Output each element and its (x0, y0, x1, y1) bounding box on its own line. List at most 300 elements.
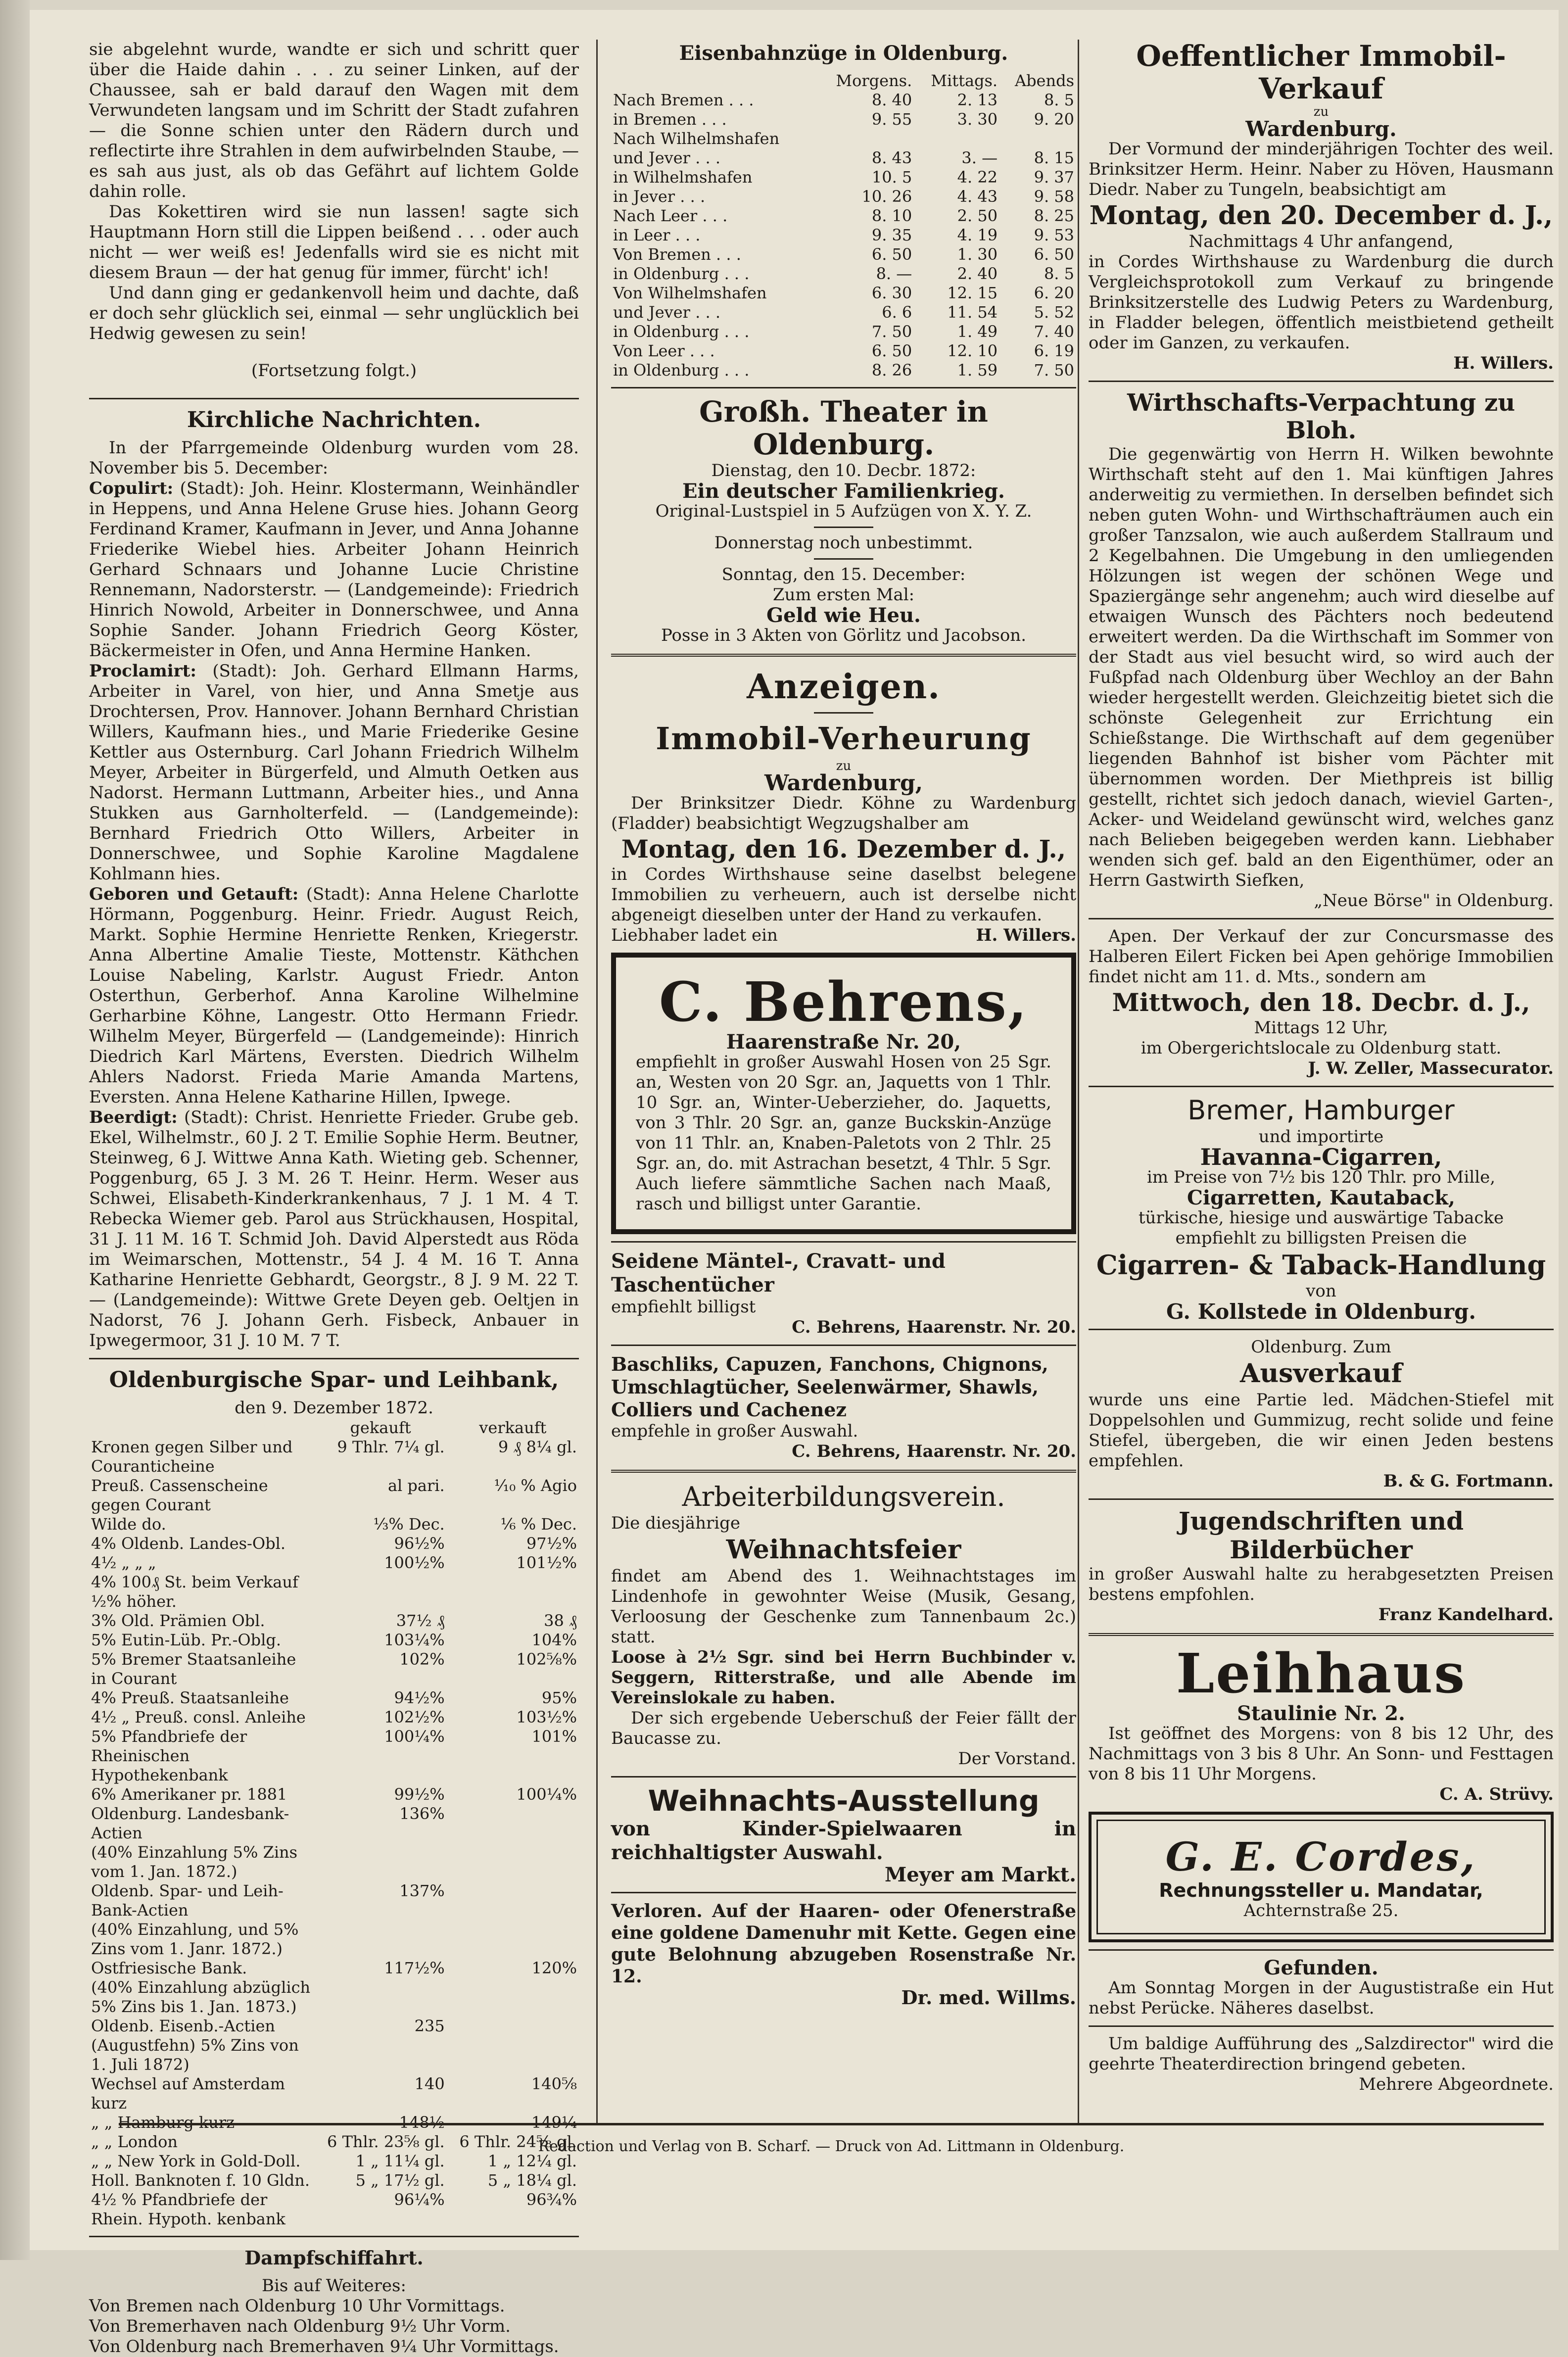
train-row (611, 322, 1076, 341)
church-section (89, 661, 579, 884)
bank-rate-row (89, 1785, 579, 1804)
pawnshop-signature: C. A. Strüvy. (1439, 1784, 1554, 1804)
bank-rate-label: (40% Einzahlung, und 5% Zins vom 1. Janr. 1872.) (91, 1920, 299, 1958)
bank-rate-label: 4% Preuß. Staatsanleihe (91, 1688, 289, 1707)
train-route: Nach Leer . . . (613, 206, 728, 225)
train-time: 6. 50 (1034, 245, 1074, 264)
bank-rate-row (89, 1978, 579, 2017)
theater-play: Ein deutscher Familienkrieg. (682, 480, 1005, 503)
train-time: 8. 25 (1034, 206, 1074, 225)
train-row (611, 91, 1076, 110)
train-route: Nach Wilhelmshafen (613, 129, 780, 148)
train-route: in Wilhelmshafen (613, 168, 753, 187)
bank-rate-label: Preuß. Cassenscheine gegen Courant (91, 1476, 268, 1514)
train-route: und Jever . . . (613, 303, 720, 322)
divider (89, 398, 579, 399)
bank-rate-value (447, 1843, 579, 1881)
church-section (89, 884, 579, 1107)
story-paragraph: Das Kokettiren wird sie nun lassen! sagte sich Hauptmann Horn still die Lippen beißend . . . oder auch nicht — wer weiß es! Jedenfalls wird sie es nicht mit diesem Braun — der hat genug für immer, fürcht' ich! (89, 202, 579, 283)
bank-rate-value: 235 (414, 2017, 445, 2035)
train-time: 9. 55 (871, 110, 912, 129)
train-time: 6. 50 (871, 245, 912, 264)
train-time: 7. 50 (871, 322, 912, 341)
theater-desc: Original-Lustspiel in 5 Aufzügen von X. Y. Z. (655, 501, 1032, 521)
bank-rate-value: 101½% (516, 1553, 577, 1572)
church-section-text: (Stadt): Anna Helene Charlotte Hörmann, Poggenburg. Heinr. Friedr. August Reich, Markt. Sophie Hermine Henriette Renken, Kriegerstr. Anna Albertine Amalie Tieste, Mottenstr. Käthchen Louise Nabeling, Karlstr. August Friedr. Anton Osterthun, Gerberhof. Anna Karoline Wilhelmine Gerharbine Köhne, Langestr. Otto Hermann Friedr. Wilhelm Meyer, Bürgerfeld — (Landgemeinde): Hinrich Diedrich Karl Märtens, Eversten. Diedrich Wilhelm Ahlers Nadorst. Frieda Marie Amanda Martens, Eversten. Anna Helene Katharine Hillen, Ipwege. (89, 884, 579, 1107)
bank-rate-value (447, 1573, 579, 1611)
church-section-text: (Stadt): Joh. Heinr. Klostermann, Weinhändler in Heppens, und Anna Helene Gruse hies. Johann Georg Ferdinand Kramer, Kaufmann in Jever, und Anna Johanne Friederike Wiebel hies. Arbeiter Johann Heinrich Gerhard Schnaars und Johanne Lucie Christine Rennemann, Nadorsterstr. — (Landgemeinde): Friedrich Hinrich Nowold, Arbeiter in Donnerschwee, und Anna Sophie Sander. Johann Friedrich Georg Köster, Bäckermeister in Ofen, und Anna Hermine Hanken. (89, 479, 579, 661)
theater-play: Geld wie Heu. (766, 604, 921, 627)
workers-club-title: Arbeiterbildungsverein. (682, 1481, 1005, 1512)
sale-text: Der Vormund der minderjährigen Tochter des weil. Brinksitzer Herm. Heinr. Naber zu Höven, Hausmann Diedr. Naber zu Tungeln, beabsichtigt am (1089, 139, 1554, 199)
bank-rate-value (314, 1573, 446, 1611)
bank-rate-label: Wechsel auf Amsterdam kurz (91, 2074, 285, 2113)
bank-rate-value: 101% (531, 1727, 577, 1746)
christmas-exhibition-title: Weihnachts-Ausstellung (648, 1784, 1040, 1818)
bank-rate-value (447, 2017, 579, 2074)
cigar-tobacco: türkische, hiesige und auswärtige Tabacke (1138, 1208, 1504, 1228)
train-time: 6. 30 (871, 284, 912, 302)
books-signature: Franz Kandelhard. (1378, 1605, 1554, 1625)
train-row (611, 129, 1076, 148)
bank-rate-value: 6 Thlr. 24⅝ gl. (459, 2132, 577, 2151)
apen-time: Mittags 12 Uhr, (1254, 1018, 1388, 1038)
train-route: in Leer . . . (613, 226, 701, 244)
bank-rate-row (89, 1959, 579, 1978)
theater-desc: Posse in 3 Akten von Görlitz und Jacobson. (661, 625, 1027, 645)
bank-rate-value: 5 „ 18¼ gl. (487, 2171, 577, 2190)
railway-title: Eisenbahnzüge in Oldenburg. (679, 42, 1008, 65)
story-paragraph: sie abgelehnt wurde, wandte er sich und schritt quer über die Haide dahin . . . zu seiner Linken, auf der Chaussee, sah er bald darauf den Wagen mit dem Verwundeten langsam und im Schritt der Stadt zufahren — die Sonne schien unter den Rädern durch und reflectirte ihre Strahlen in dem aufwirbelnden Staube, — es sah aus just, als ob das Gefährt auf lichtem Golde dahin rolle. (89, 40, 579, 201)
train-time: 2. 13 (957, 91, 998, 109)
silk-signature: C. Behrens, Haarenstr. Nr. 20. (792, 1317, 1076, 1337)
bank-rate-value: 1 „ 11¼ gl. (355, 2152, 445, 2170)
steamship-line: Von Bremen nach Oldenburg 10 Uhr Vormittags. (89, 2296, 505, 2316)
divider (89, 1358, 579, 1359)
cigar-signature: G. Kollstede in Oldenburg. (1166, 1299, 1476, 1324)
train-time: 8. 40 (871, 91, 912, 109)
bank-rate-label: 5% Eutin-Lüb. Pr.-Oblg. (91, 1631, 282, 1649)
train-time: 1. 30 (957, 245, 998, 264)
bank-rate-label: „ „ Hamburg kurz (91, 2113, 235, 2132)
railway-timetable (611, 71, 1076, 380)
bank-rate-value (447, 1804, 579, 1843)
divider (611, 1892, 1076, 1893)
bank-rate-row (89, 1708, 579, 1727)
train-route: in Oldenburg . . . (613, 264, 750, 283)
bank-rate-value: ⅓% Dec. (373, 1515, 445, 1534)
bank-rate-label: (40% Einzahlung abzüglich 5% Zins bis 1. Jan. 1873.) (91, 1978, 311, 2016)
train-time: 1. 49 (957, 322, 998, 341)
train-row (611, 110, 1076, 129)
silk-title: Seidene Mäntel-, Cravatt- und Taschentücher (611, 1250, 946, 1297)
bank-rate-row (89, 2190, 579, 2229)
church-section (89, 1107, 579, 1351)
cordes-role: Rechnungssteller u. Mandatar, (1159, 1879, 1483, 1901)
divider (611, 1345, 1076, 1346)
train-time: 6. 6 (882, 303, 912, 322)
bank-rate-label: 5% Bremer Staatsanleihe in Courant (91, 1650, 296, 1688)
sale-signature: H. Willers. (1453, 353, 1554, 373)
church-section-text: (Stadt): Joh. Gerhard Ellmann Harms, Arbeiter in Varel, von hier, und Anna Smetje aus Drochtersen, Prov. Hannover. Johann Bernhard Christian Willers, Kaufmann hies., und Marie Friederike Gesine Kettler aus Osternburg. Carl Johann Friedrich Wilhelm Meyer, Arbeiter in Bürgerfeld, und Almuth Oetken aus Nadorst. Hermann Luttmann, Arbeiter hies., und Anna Stukken aus Garnholterfeld. — (Landgemeinde): Bernhard Friedrich Otto Willers, Arbeiter in Donnerschwee, und Sophie Karoline Magdalene Kohlmann hies. (89, 661, 579, 884)
theater-date: Dienstag, den 10. Decbr. 1872: (711, 461, 976, 481)
train-time: 8. 43 (871, 148, 912, 167)
bank-rate-label: 5% Pfandbriefe der Rheinischen Hypothekenbank (91, 1727, 247, 1784)
bank-rate-label: Oldenburg. Landesbank-Actien (91, 1804, 289, 1842)
train-time: 8. 26 (871, 361, 912, 380)
sale-text: in Cordes Wirthshause zu Wardenburg die durch Vergleichsprotokoll zum Verkauf zu bringende Brinksitzerstelle des Ludwig Peters zu Wardenburg, in Fladder belegen, öffentlich meistbietend getheilt oder im Ganzen, zu verkaufen. (1089, 252, 1554, 353)
apen-signature: J. W. Zeller, Massecurator. (1308, 1058, 1554, 1078)
silk-rest: empfiehlt billigst (611, 1297, 756, 1317)
sale-title: Oeffentlicher Immobil-Verkauf (1136, 39, 1506, 105)
behrens-text: empfiehlt in großer Auswahl Hosen von 25 Sgr. an, Westen von 20 Sgr. an, Jaquetts von 1 Thlr. 10 Sgr. an, Winter-Ueberzieher, do. Jaquetts, von 3 Thlr. 20 Sgr. an, ganze Buckskin-Anzüge von 11 Thlr. an, Knaben-Paletots von 2 Thlr. 25 Sgr. an, do. mit Astrachan besetzt, 4 Thlr. 5 Sgr. Auch liefere sämmtliche Sachen nach Maaß, rasch und billigst unter Garantie. (636, 1052, 1051, 1214)
cigar-havana: Havanna-Cigarren, (1200, 1144, 1442, 1170)
bank-rate-row (89, 2074, 579, 2113)
train-time: 1. 59 (957, 361, 998, 380)
divider (611, 1470, 1076, 1473)
train-time: 3. 30 (957, 110, 998, 129)
salzdirector-text: Um baldige Aufführung des „Salzdirector" wird die geehrte Theaterdirection bringend gebeten. (1089, 2034, 1554, 2074)
books-title: Jugendschriften und Bilderbücher (1178, 1506, 1464, 1564)
theater-first: Zum ersten Mal: (772, 585, 915, 605)
clearance-head: Oldenburg. Zum (1251, 1337, 1391, 1357)
steamship-line: Von Bremerhaven nach Oldenburg 9½ Uhr Vorm. (89, 2316, 511, 2336)
divider (611, 1776, 1076, 1778)
baschlik-rest: empfehle in großer Auswahl. (611, 1421, 858, 1441)
baschlik-text: Baschliks, Capuzen, Fanchons, Chignons, Umschlagtücher, Seelenwärmer, Shawls, Colliers und Cachenez (611, 1353, 1048, 1421)
bank-rate-label: „ „ New York in Gold-Doll. (91, 2152, 301, 2170)
bank-rate-value: ⅙ % Dec. (500, 1515, 577, 1534)
bank-rate-row (89, 1476, 579, 1515)
bank-rate-value: 102½% (384, 1708, 445, 1727)
bank-rate-label: 6% Amerikaner pr. 1881 (91, 1785, 287, 1804)
divider (1089, 2025, 1554, 2027)
bank-rate-value: 1 „ 12¼ gl. (487, 2152, 577, 2170)
bank-rate-value: 100½% (384, 1553, 445, 1572)
bank-rate-value: 99½% (394, 1785, 445, 1804)
christmas-party-title: Weihnachtsfeier (726, 1535, 961, 1565)
train-row (611, 303, 1076, 322)
bank-rate-label: Oldenb. Spar- und Leih-Bank-Actien (91, 1881, 284, 1920)
apen-place: im Obergerichtslocale zu Oldenburg statt. (1140, 1038, 1502, 1058)
found-text: Am Sonntag Morgen in der Augustistraße ein Hut nebst Perücke. Näheres daselbst. (1089, 1978, 1554, 2018)
bank-rate-value (314, 1978, 446, 2017)
bank-rate-row (89, 1881, 579, 1920)
cordes-ad (1089, 1812, 1554, 1942)
train-time: 4. 22 (957, 168, 998, 187)
rail-col-header: Mittags. (931, 71, 998, 90)
train-time: 6. 19 (1034, 341, 1074, 360)
bank-rate-value: 96½% (394, 1534, 445, 1553)
bank-rate-label: 4½ % Pfandbriefe der Rhein. Hypoth. kenbank (91, 2190, 285, 2228)
train-time: 9. 53 (1034, 226, 1074, 244)
lost-signature: Dr. med. Willms. (901, 1986, 1076, 2009)
cigar-recommend: empfiehlt zu billigsten Preisen die (1175, 1228, 1467, 1248)
bank-rate-value: 117½% (384, 1959, 445, 1977)
bank-rate-value: 136% (399, 1804, 445, 1823)
page-edge (0, 0, 30, 2260)
bank-rate-value: al pari. (387, 1476, 445, 1495)
train-row (611, 168, 1076, 187)
train-row (611, 206, 1076, 226)
train-row (611, 187, 1076, 206)
divider (1089, 1086, 1554, 1087)
bank-date: den 9. Dezember 1872. (235, 1398, 433, 1418)
church-section-head: Geboren und Getauft: (89, 884, 299, 904)
story-paragraph: Und dann ging er gedankenvoll heim und dachte, daß er doch sehr glücklich sei, einmal — sehr unglücklich bei Hedwig gewesen zu sein! (89, 283, 579, 343)
bank-rate-value: 96¾% (526, 2190, 577, 2209)
bank-rate-value: 103½% (516, 1708, 577, 1727)
train-time: 8. 10 (871, 206, 912, 225)
immobil-title: Immobil-Verheurung (656, 721, 1032, 757)
train-route: Nach Bremen . . . (613, 91, 754, 109)
bank-rate-label: (40% Einzahlung 5% Zins vom 1. Jan. 1872.) (91, 1843, 298, 1881)
bank-rate-label: Holl. Banknoten f. 10 Gldn. (91, 2171, 310, 2190)
bank-rate-label: Oldenb. Eisenb.-Actien (Augustfehn) 5% Zins von 1. Juli 1872) (91, 2017, 299, 2074)
bank-rate-row (89, 1438, 579, 1476)
sale-place: Wardenburg. (1245, 117, 1397, 141)
bank-col-header: verkauft (479, 1418, 547, 1437)
train-route: Von Leer . . . (613, 341, 715, 360)
bank-rate-row (89, 1631, 579, 1650)
cigar-title: Bremer, Hamburger (1188, 1095, 1455, 1126)
train-time: 5. 52 (1034, 303, 1074, 322)
bank-rate-label: „ „ London (91, 2132, 178, 2151)
train-time: 8. 15 (1034, 148, 1074, 167)
bank-rates-table (89, 1418, 579, 2229)
workers-club-signature: Der Vorstand. (958, 1749, 1076, 1769)
cigar-price: im Preise von 7½ bis 120 Thlr. pro Mille, (1146, 1167, 1496, 1187)
bank-rate-label: Kronen gegen Silber und Couranticheine (91, 1438, 293, 1476)
train-time: 10. 5 (871, 168, 912, 187)
bank-rate-row (89, 1843, 579, 1881)
bank-rate-label: 4½ „ Preuß. consl. Anleihe (91, 1708, 306, 1727)
immobil-date: Montag, den 16. Dezember d. J., (621, 834, 1066, 864)
bank-rate-row (89, 1553, 579, 1573)
bank-rate-value: 102⅝% (516, 1650, 577, 1669)
sale-time: Nachmittags 4 Uhr anfangend, (1188, 232, 1454, 251)
bank-rate-row (89, 1688, 579, 1708)
bank-rate-value: 37½ ₰ (396, 1611, 445, 1630)
cordes-address: Achternstraße 25. (1243, 1901, 1399, 1921)
continued-note: (Fortsetzung folgt.) (251, 361, 417, 381)
church-section (89, 479, 579, 661)
train-time (914, 129, 999, 148)
train-time: 6. 20 (1034, 284, 1074, 302)
cordes-name: G. E. Cordes, (1165, 1833, 1477, 1880)
church-section-text: (Stadt): Christ. Henriette Frieder. Grube geb. Ekel, Wilhelmstr., 60 J. 2 T. Emilie Sophie Herm. Beutner, Steinweg, 6 J. Wittwe Anna Kath. Wieting geb. Schenner, Poggenburg, 65 J. 3 M. 26 T. Heinr. Herm. Weser aus Schwei, Elisabeth-Kinderkrankenhaus, 7 J. 1 M. 4 T. Rebecka Wiemer geb. Parol aus Strückhausen, Hospital, 31 J. 11 M. 16 T. Schmid Joh. David Alperstedt aus Röda im Weimarschen, Mottenstr., 54 J. 4 M. 16 T. Anna Katharine Henriette Gebhardt, Georgstr., 8 J. 9 M. 22 T. — (Landgemeinde): Wittwe Grete Deyen geb. Oeltjen in Nadorst, 76 J. Johann Gerh. Fisbeck, Anbauer in Ipwegermoor, 31 J. 10 M. 7 T. (89, 1107, 579, 1350)
divider (814, 527, 873, 528)
bank-rate-value (314, 1843, 446, 1881)
divider (1089, 918, 1554, 919)
train-time: 9. 35 (871, 226, 912, 244)
invite-label: Liebhaber ladet ein (611, 925, 778, 945)
train-route: in Bremen . . . (613, 110, 727, 129)
found-title: Gefunden. (1264, 1956, 1378, 1979)
workers-club-text: Der sich ergebende Ueberschuß der Feier fällt der Baucasse zu. (611, 1708, 1076, 1748)
lease-title: Wirthschafts-Verpachtung zu Bloh. (1127, 389, 1516, 444)
bank-rate-value: 120% (531, 1959, 577, 1977)
church-intro: In der Pfarrgemeinde Oldenburg wurden vom 28. November bis 5. December: (89, 438, 579, 478)
cigar-sub: und importirte (1258, 1127, 1384, 1147)
column-divider (1078, 40, 1079, 2123)
divider (1089, 1633, 1554, 1636)
immobil-text: Der Brinksitzer Diedr. Köhne zu Wardenburg (Fladder) beabsichtigt Wegzugshalber am (611, 793, 1076, 833)
bank-title: Oldenburgische Spar- und Leihbank, (109, 1367, 559, 1393)
train-row (611, 341, 1076, 361)
bank-rate-value: 100¼% (516, 1785, 577, 1804)
bank-rate-value: ⅟₁₀ % Agio (494, 1476, 577, 1495)
church-section-head: Beerdigt: (89, 1107, 178, 1127)
divider (611, 387, 1076, 388)
rail-col-header: Abends (1014, 71, 1074, 90)
train-time: 8. 5 (1044, 91, 1074, 109)
train-row (611, 264, 1076, 284)
church-section-head: Copulirt: (89, 479, 174, 498)
train-time: 9. 37 (1034, 168, 1074, 187)
bank-rate-row (89, 1920, 579, 1959)
sale-date: Montag, den 20. December d. J., (1089, 200, 1553, 231)
train-time: 4. 19 (957, 226, 998, 244)
bank-rate-row (89, 1650, 579, 1688)
bank-rate-label: Wilde do. (91, 1515, 166, 1534)
salzdirector-signature: Mehrere Abgeordnete. (1359, 2074, 1554, 2094)
imprint-footer: Redaction und Verlag von B. Scharf. — Druck von Ad. Littmann in Oldenburg. (538, 2138, 1125, 2155)
immobil-text: in Cordes Wirthshause seine daselbst belegene Immobilien zu verheuern, auch ist derselbe nicht abgeneigt dieselben unter der Hand zu verkaufen. (611, 865, 1076, 925)
train-route: in Jever . . . (613, 187, 706, 206)
bank-rate-row (89, 1611, 579, 1631)
lost-notice: Verloren. Auf der Haaren- oder Ofenerstraße eine goldene Damenuhr mit Kette. Gegen eine gute Belohnung abzugeben Rosenstraße Nr. 12. (611, 1901, 1076, 1987)
bank-rate-label: 4½ „ „ „ (91, 1553, 156, 1572)
workers-club-tickets: Loose à 2½ Sgr. sind bei Herrn Buchbinder v. Seggern, Ritterstraße, und alle Abende im Vereinslokale zu haben. (611, 1647, 1076, 1708)
divider (89, 2236, 579, 2237)
train-time: 8. — (876, 264, 912, 283)
workers-club-text: findet am Abend des 1. Weihnachtstages im Lindenhofe in gewohnter Weise (Musik, Gesang, Verloosung der Geschenke zum Tannenbaum 2c.) statt. (611, 1566, 1076, 1647)
train-time: 9. 58 (1034, 187, 1074, 206)
divider (1089, 381, 1554, 382)
divider (814, 558, 873, 560)
train-route: Von Bremen . . . (613, 245, 741, 264)
train-route: und Jever . . . (613, 148, 720, 167)
behrens-name: C. Behrens, (659, 970, 1029, 1034)
apen-date: Mittwoch, den 18. Decbr. d. J., (1112, 988, 1530, 1017)
clearance-title: Ausverkauf (1239, 1358, 1403, 1389)
divider (1089, 1498, 1554, 1500)
behrens-address: Haarenstraße Nr. 20, (726, 1030, 961, 1054)
train-time (817, 129, 914, 148)
baschlik-signature: C. Behrens, Haarenstr. Nr. 20. (792, 1442, 1076, 1461)
bank-rate-label: Ostfriesische Bank. (91, 1959, 247, 1977)
bank-rate-value (447, 1881, 579, 1920)
column-divider (596, 40, 598, 2123)
pawnshop-title: Leihhaus (1176, 1641, 1467, 1705)
footer-rule (119, 2123, 1544, 2125)
train-time: 7. 50 (1034, 361, 1074, 380)
church-news-title: Kirchliche Nachrichten. (187, 407, 481, 433)
train-time: 9. 20 (1034, 110, 1074, 129)
cigar-items: Cigarretten, Kautaback, (1187, 1186, 1455, 1209)
theater-thursday: Donnerstag noch unbestimmt. (714, 533, 973, 553)
immobil-signature (611, 925, 1076, 946)
church-section-head: Proclamirt: (89, 661, 196, 681)
bank-col-header: gekauft (350, 1418, 411, 1437)
divider (1089, 1329, 1554, 1330)
story-ending (89, 40, 579, 381)
steamship-line: Von Oldenburg nach Bremerhaven 9¼ Uhr Vormittags. (89, 2337, 559, 2357)
lease-end: „Neue Börse" in Oldenburg. (1314, 891, 1554, 911)
column-3 (1089, 40, 1554, 2095)
bank-rate-row (89, 1515, 579, 1534)
christmas-exhibition-signature: Meyer am Markt. (885, 1863, 1076, 1886)
divider (1089, 1949, 1554, 1951)
bank-rate-row (89, 1573, 579, 1611)
bank-rate-value: 137% (399, 1881, 445, 1900)
divider (814, 712, 873, 714)
train-row (611, 226, 1076, 245)
bank-rate-value: 149¼ (531, 2113, 577, 2132)
bank-rate-value: 6 Thlr. 23⅝ gl. (327, 2132, 445, 2151)
train-route: in Oldenburg . . . (613, 322, 750, 341)
christmas-exhibition-text: von Kinder-Spielwaaren in reichhaltigster Auswahl. (611, 1817, 1076, 1864)
cigar-shop: Cigarren- & Taback-Handlung (1096, 1249, 1546, 1281)
bank-rate-row (89, 1727, 579, 1785)
bank-rate-row (89, 1534, 579, 1553)
immobil-zu: zu (836, 759, 852, 773)
bank-rate-label: 4% 100₰ St. beim Verkauf ½% höher. (91, 1573, 298, 1611)
bank-rate-label: 4% Oldenb. Landes-Obl. (91, 1534, 285, 1553)
behrens-ad (611, 953, 1076, 1234)
bank-rate-value: 100¼% (384, 1727, 445, 1746)
bank-rate-value (314, 1920, 446, 1959)
books-text: in großer Auswahl halte zu herabgesetzten Preisen bestens empfohlen. (1089, 1564, 1554, 1604)
train-time: 7. 40 (1034, 322, 1074, 341)
bank-rate-label: 3% Old. Prämien Obl. (91, 1611, 265, 1630)
steamship-sub: Bis auf Weiteres: (262, 2276, 406, 2296)
bank-rate-value: 9 ₰ 8¼ gl. (498, 1438, 577, 1456)
train-time: 12. 15 (947, 284, 998, 302)
train-row (611, 284, 1076, 303)
bank-rate-value: 102% (399, 1650, 445, 1669)
church-sections (89, 479, 579, 1351)
train-row (611, 361, 1076, 380)
column-1 (89, 40, 579, 2357)
column-2 (611, 40, 1076, 2008)
bank-rate-value: 140⅝ (531, 2074, 577, 2093)
rail-col-header: Morgens. (836, 71, 912, 90)
workers-club-sub: Die diesjährige (611, 1513, 740, 1533)
clearance-signature: B. & G. Fortmann. (1383, 1471, 1554, 1491)
bank-rate-value (447, 1978, 579, 2017)
train-row (611, 245, 1076, 264)
bank-rate-value: 94½% (394, 1688, 445, 1707)
bank-rate-row (89, 1804, 579, 1843)
bank-rate-row (89, 2017, 579, 2074)
bank-rate-row (89, 2171, 579, 2190)
bank-rate-value: 38 ₰ (544, 1611, 577, 1630)
steamship-title: Dampfschiffahrt. (244, 2247, 424, 2269)
train-time: 4. 43 (957, 187, 998, 206)
bank-rate-value: 104% (531, 1631, 577, 1649)
train-time: 12. 10 (947, 341, 998, 360)
lease-text: Die gegenwärtig von Herrn H. Wilken bewohnte Wirthschaft steht auf den 1. Mai künftigen Jahres anderweitig zu vermiethen. In derselben befindet sich neben guten Wohn- und Wirthschafträumen auch ein großer Tanzsalon, wie auch außerdem Stallraum und 2 Kegelbahnen. Die Umgebung in den umliegenden Hölzungen ist wegen der schönen Wege und Spaziergänge sehr angenehm; auch wird dieselbe auf etwaigen Wunsch des Pächters noch bedeutend erweitert werden. Da die Wirthschaft im Sommer von der Stadt aus viel besucht wird, so wird auch der Fußpfad nach Oldenburg über Wechloy an der Bahn wieder hergestellt werden. Gleichzeitig bietet sich die schönste Gelegenheit zur Errichtung ein Schießstange. Die Wirthschaft auf dem gegenüber liegenden Bahnhof ist bisher vom Pächter mit übernommen worden. Der Miethpreis ist billig gestellt, richtet sich jedoch danach, wieviel Garten-, Acker- und Weideland gewünscht wird, welches ganz nach Belieben beigegeben werden kann. Liebhaber wenden sich gef. bald an den Eigenthümer, oder an Herrn Gastwirth Siefken, (1089, 444, 1554, 890)
apen-text: Apen. Der Verkauf der zur Concursmasse des Halberen Eilert Ficken bei Apen gehörige Immobilien findet nicht am 11. d. Mts., sondern am (1089, 926, 1554, 987)
immobil-place: Wardenburg, (764, 770, 923, 796)
bank-rate-value: 148½ (399, 2113, 445, 2132)
bank-rate-value (447, 1920, 579, 1959)
theater-title: Großh. Theater in Oldenburg. (699, 395, 988, 461)
train-time: 2. 40 (957, 264, 998, 283)
bank-rate-value: 9 Thlr. 7¼ gl. (337, 1438, 445, 1456)
